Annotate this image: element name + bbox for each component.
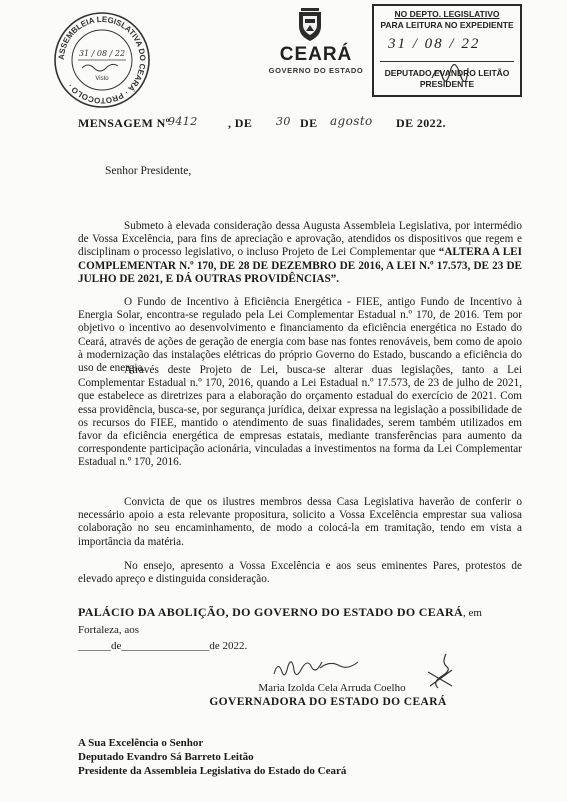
stamp-ring-text: ASSEMBLEIA LEGISLATIVA DO CEARÁ · PROTOCOLO · [56, 14, 148, 106]
paragraph-1-text: Submeto à elevada consideração dessa Augusta Assembleia Legislativa, por intermédio de Vossa Excelência, para fins de apreciação e aprovação, atendidos os dispositivos que regem e disciplinam o processo legislativo, o incluso Projeto de Lei Complementar que [78, 220, 522, 259]
stamp-visto-label: Visto [95, 76, 109, 82]
protocol-stamp-graphic [52, 10, 152, 110]
paragraph-3 [78, 364, 522, 470]
paragraph-4-text: Convicta de que os ilustres membros dessa Casa Legislativa haverão de conferir o necessário apoio a esta relevante propositura, solicito a Vossa Excelência emprestar sua valiosa colaboração no seu encaminhamento, de modo a colocá-la em tramitação, tendo em vista a importância da matéria. [78, 496, 522, 548]
receipt-line-3: DEPUTADO EVANDRO LEITÃO [384, 68, 510, 78]
protocol-stamp [52, 10, 152, 110]
message-header [78, 116, 498, 136]
recipient-line-2: Deputado Evandro Sá Barreto Leitão [78, 751, 254, 763]
message-de2: DE [300, 116, 318, 130]
paragraph-1 [78, 220, 522, 286]
paragraph-2-text: O Fundo de Incentivo à Eficiência Energética - FIEE, antigo Fundo de Incentivo à Energia Solar, encontra-se regulado pela Lei Complementar Estadual n.º 170, de 2016. Tem por objetivo o incentivo ao desenvolvimento e financiamento da eficiência energética no Estado do Ceará, através de ações de geração de energia com base nas fontes renováveis, bem como de apoio à modernização das instalações elétricas do próprio Governo do Estado, buscando a eficiência do uso de energia. [78, 296, 522, 375]
message-de-label: , DE [228, 116, 253, 130]
palace-name: PALÁCIO DA ABOLIÇÃO, DO GOVERNO DO ESTADO DO CEARÁ [78, 605, 463, 619]
paragraph-1-bill-title: “ALTERA A LEI COMPLEMENTAR N.º 170, DE 28 DE DEZEMBRO DE 2016, A LEI N.º 17.573, DE 23 DE JULHO DE 2021, E DÁ OUTRAS PROVIDÊNCIAS”. [78, 246, 522, 285]
recipient-line-3: Presidente da Assembleia Legislativa do Estado do Ceará [78, 765, 347, 777]
message-number: 9412 [168, 115, 198, 128]
recipient-line-1: A Sua Excelência o Senhor [78, 737, 204, 749]
receipt-line-2: PARA LEITURA NO EXPEDIENTE [380, 20, 514, 30]
message-month: agosto [330, 114, 373, 128]
palace-location: , em Fortaleza, aos [78, 607, 482, 636]
paragraph-5 [78, 560, 522, 586]
receipt-line-4: PRESIDENTE [419, 79, 475, 89]
government-brand [266, 45, 366, 75]
coat-of-arms-icon [296, 8, 324, 42]
brand-subtitle: GOVERNO DO ESTADO [268, 66, 364, 75]
brand-name: CEARÁ [279, 44, 353, 65]
governor-title: GOVERNADORA DO ESTADO DO CEARÁ [209, 696, 447, 708]
governor-signature-icon [272, 654, 362, 682]
salutation: Senhor Presidente, [105, 165, 192, 177]
palace-closing: PALÁCIO DA ABOLIÇÃO, DO GOVERNO DO ESTADO DO CEARÁ, em Fortaleza, aos ______de________________de 2022. [78, 605, 482, 652]
palace-de: de [111, 640, 122, 652]
governor-name: Maria Izolda Cela Arruda Coelho [258, 682, 406, 694]
receipt-line-1: NO DEPTO. LEGISLATIVO [394, 9, 500, 19]
message-year: DE 2022. [396, 116, 446, 130]
message-label: MENSAGEM Nº [78, 116, 171, 130]
palace-year: de 2022. [209, 640, 248, 652]
message-day: 30 [276, 115, 291, 128]
paragraph-3-text: Através deste Projeto de Lei, busca-se alterar duas legislações, tanto a Lei Complementar Estadual n.º 170, 2016, quando a Lei Estadual n.º 17.573, de 23 de julho de 2021, que estabelece as diretrizes para a elaboração do orçamento estadual do exercício de 2021. Com essa providência, busca-se, por segurança jurídica, deixar expressa na legislação a possibilidade de os recursos do FIEE, mantido o atendimento de suas finalidades, serem também utilizados em favor da eficiência energética de empresas estatais, mediante transferências para aumento da correspondente participação acionária, vinculadas a investimentos na forma da Lei Complementar Estadual n.º 170, 2016. [78, 364, 522, 469]
legislative-receipt-stamp [372, 4, 522, 97]
receipt-date: 31 / 08 / 22 [388, 36, 481, 52]
paragraph-5-text: No ensejo, apresento a Vossa Excelência e aos seus eminentes Pares, protestos de elevado apreço e distinguida consideração. [78, 560, 522, 586]
recipient-block [78, 736, 346, 778]
stamp-date: 31 / 08 / 22 [78, 49, 126, 58]
paragraph-4 [78, 496, 522, 549]
